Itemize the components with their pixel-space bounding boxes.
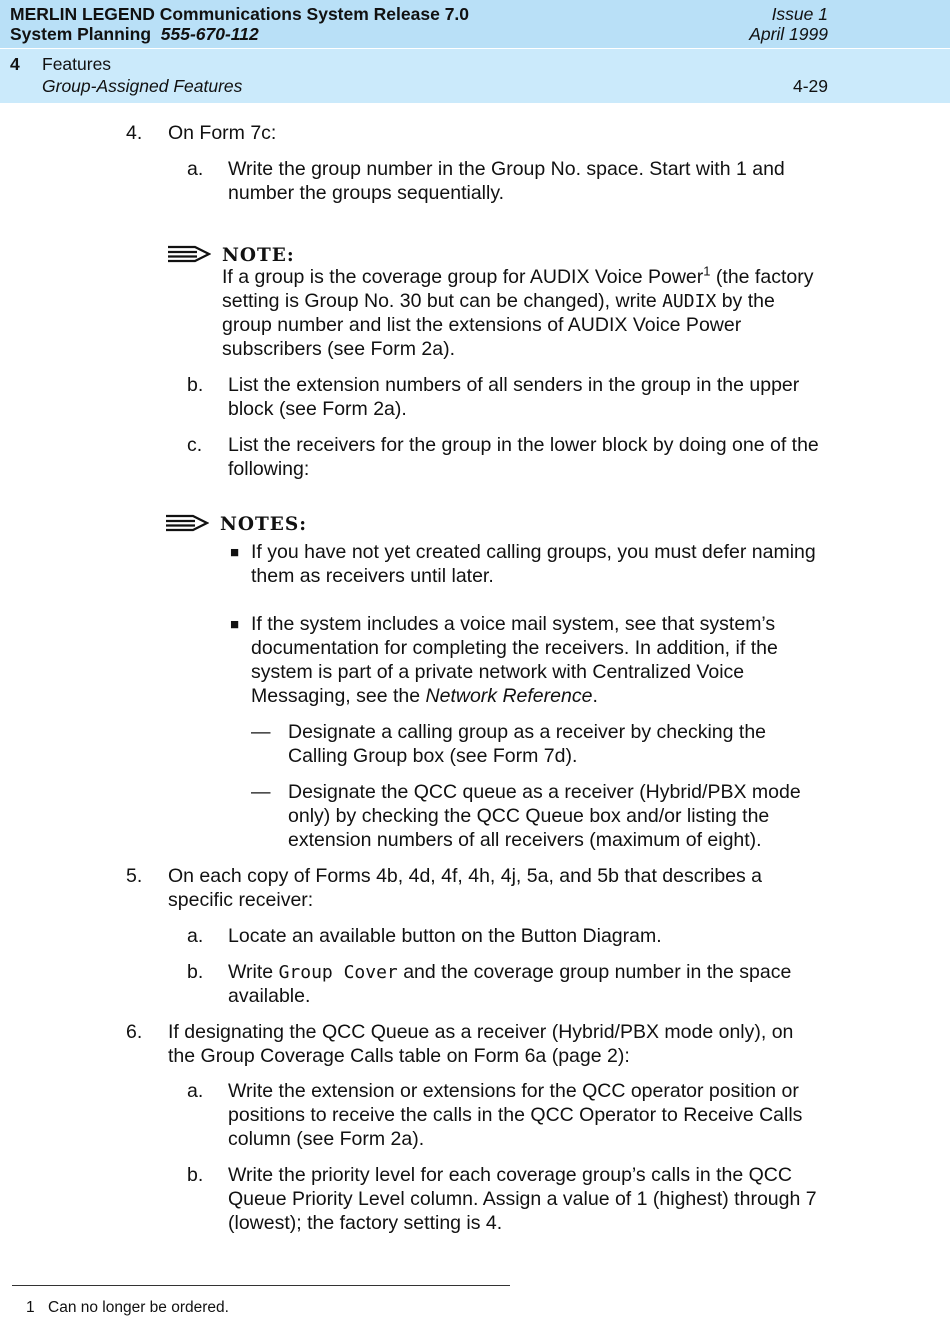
substep-text: Write the group number in the Group No. space. Start with 1 and [228, 158, 785, 180]
dash-text: Calling Group box (see Form 7d). [288, 745, 578, 767]
section-title: Group-Assigned Features [42, 76, 243, 96]
substep-text: (lowest); the factory setting is 4. [228, 1212, 503, 1234]
bullet-text: them as receivers until later. [251, 565, 494, 587]
dash-text: Designate the QCC queue as a receiver (Hybrid/PBX mode [288, 781, 801, 803]
footnote-divider [12, 1285, 510, 1286]
notes-title: NOTES: [220, 514, 308, 535]
page-number: 4-29 [792, 76, 828, 96]
doc-title: MERLIN LEGEND Communications System Release 7.0 [10, 4, 470, 24]
note-title: NOTE: [222, 245, 295, 266]
substep-text: Locate an available button on the Button Diagram. [228, 925, 662, 947]
note-text: If a group is the coverage group for AUDIX Voice Power$^1$ (the factory [222, 263, 814, 288]
step-number: 4. [126, 122, 143, 144]
substep-text: column (see Form 2a). [228, 1128, 425, 1150]
bullet-text: If you have not yet created calling groups, you must defer naming [251, 541, 816, 563]
dash-text: only) by checking the QCC Queue box and/or listing the [288, 805, 770, 827]
substep-label: a. [187, 158, 204, 180]
substep-text: List the receivers for the group in the lower block by doing one of the [228, 434, 819, 456]
substep-label: c. [187, 434, 203, 456]
substep-label: b. [187, 961, 204, 983]
substep-label: b. [187, 1164, 204, 1186]
substep-text: Queue Priority Level column. Assign a value of 1 (highest) through 7 [228, 1188, 817, 1210]
substep-text: block (see Form 2a). [228, 398, 407, 420]
section-header [0, 48, 950, 103]
issue-date: April 1999 [749, 24, 828, 44]
bullet-text: Messaging, see the Network Reference. [251, 685, 598, 707]
bullet-text: system is part of a private network with Centralized Voice [251, 661, 745, 683]
step-number: 5. [126, 865, 143, 887]
footnote-ref: 1 [703, 263, 711, 279]
bullet-square-icon: ■ [230, 616, 240, 633]
step-text: If designating the QCC Queue as a receiver (Hybrid/PBX mode only), on [168, 1021, 794, 1043]
substep-label: b. [187, 374, 204, 396]
code-text: Group Cover [278, 962, 398, 983]
dash-text: Designate a calling group as a receiver by checking the [288, 721, 767, 743]
substep-label: a. [187, 925, 204, 947]
issue: Issue 1 [771, 4, 828, 24]
step-number: 6. [126, 1021, 143, 1043]
step-text: On each copy of Forms 4b, 4d, 4f, 4h, 4j, 5a, and 5b that describes a [168, 865, 763, 887]
note-text: subscribers (see Form 2a). [222, 338, 455, 360]
step-text: specific receiver: [168, 889, 314, 911]
substep-text: Write the extension or extensions for the QCC operator position or [228, 1080, 799, 1102]
chapter-title: Features [42, 54, 112, 74]
substep-text: Write Group Cover and the coverage group number in the space [228, 961, 792, 983]
step-text: the Group Coverage Calls table on Form 6a (page 2): [168, 1045, 630, 1067]
dash-marker: — [251, 721, 271, 743]
note-text: setting is Group No. 30 but can be changed), write AUDIX by the [222, 290, 775, 312]
note-icon [167, 244, 211, 264]
dash-marker: — [251, 781, 271, 803]
footnote-number: 1 [26, 1299, 35, 1316]
substep-text: number the groups sequentially. [228, 182, 505, 204]
bullet-text: documentation for completing the receivers. In addition, if the [251, 637, 778, 659]
bullet-text: If the system includes a voice mail system, see that system’s [251, 613, 776, 635]
dash-text: extension numbers of all receivers (maximum of eight). [288, 829, 762, 851]
doc-subtitle: System Planning 555-670-112 [10, 24, 259, 44]
page-header [0, 0, 950, 48]
footnote-text: Can no longer be ordered. [48, 1299, 229, 1316]
code-text: AUDIX [662, 291, 717, 312]
substep-text: available. [228, 985, 311, 1007]
substep-text: List the extension numbers of all senders in the group in the upper [228, 374, 800, 396]
substep-text: positions to receive the calls in the QCC Operator to Receive Calls [228, 1104, 803, 1126]
chapter-number: 4 [10, 54, 20, 74]
note-text: group number and list the extensions of AUDIX Voice Power [222, 314, 742, 336]
bullet-square-icon: ■ [230, 544, 240, 561]
substep-text: following: [228, 458, 310, 480]
doc-number: 555-670-112 [160, 24, 259, 44]
reference-title: Network Reference [425, 685, 593, 707]
notes-icon [165, 513, 209, 533]
substep-text: Write the priority level for each coverage group’s calls in the QCC [228, 1164, 792, 1186]
substep-label: a. [187, 1080, 204, 1102]
step-text: On Form 7c: [168, 122, 277, 144]
